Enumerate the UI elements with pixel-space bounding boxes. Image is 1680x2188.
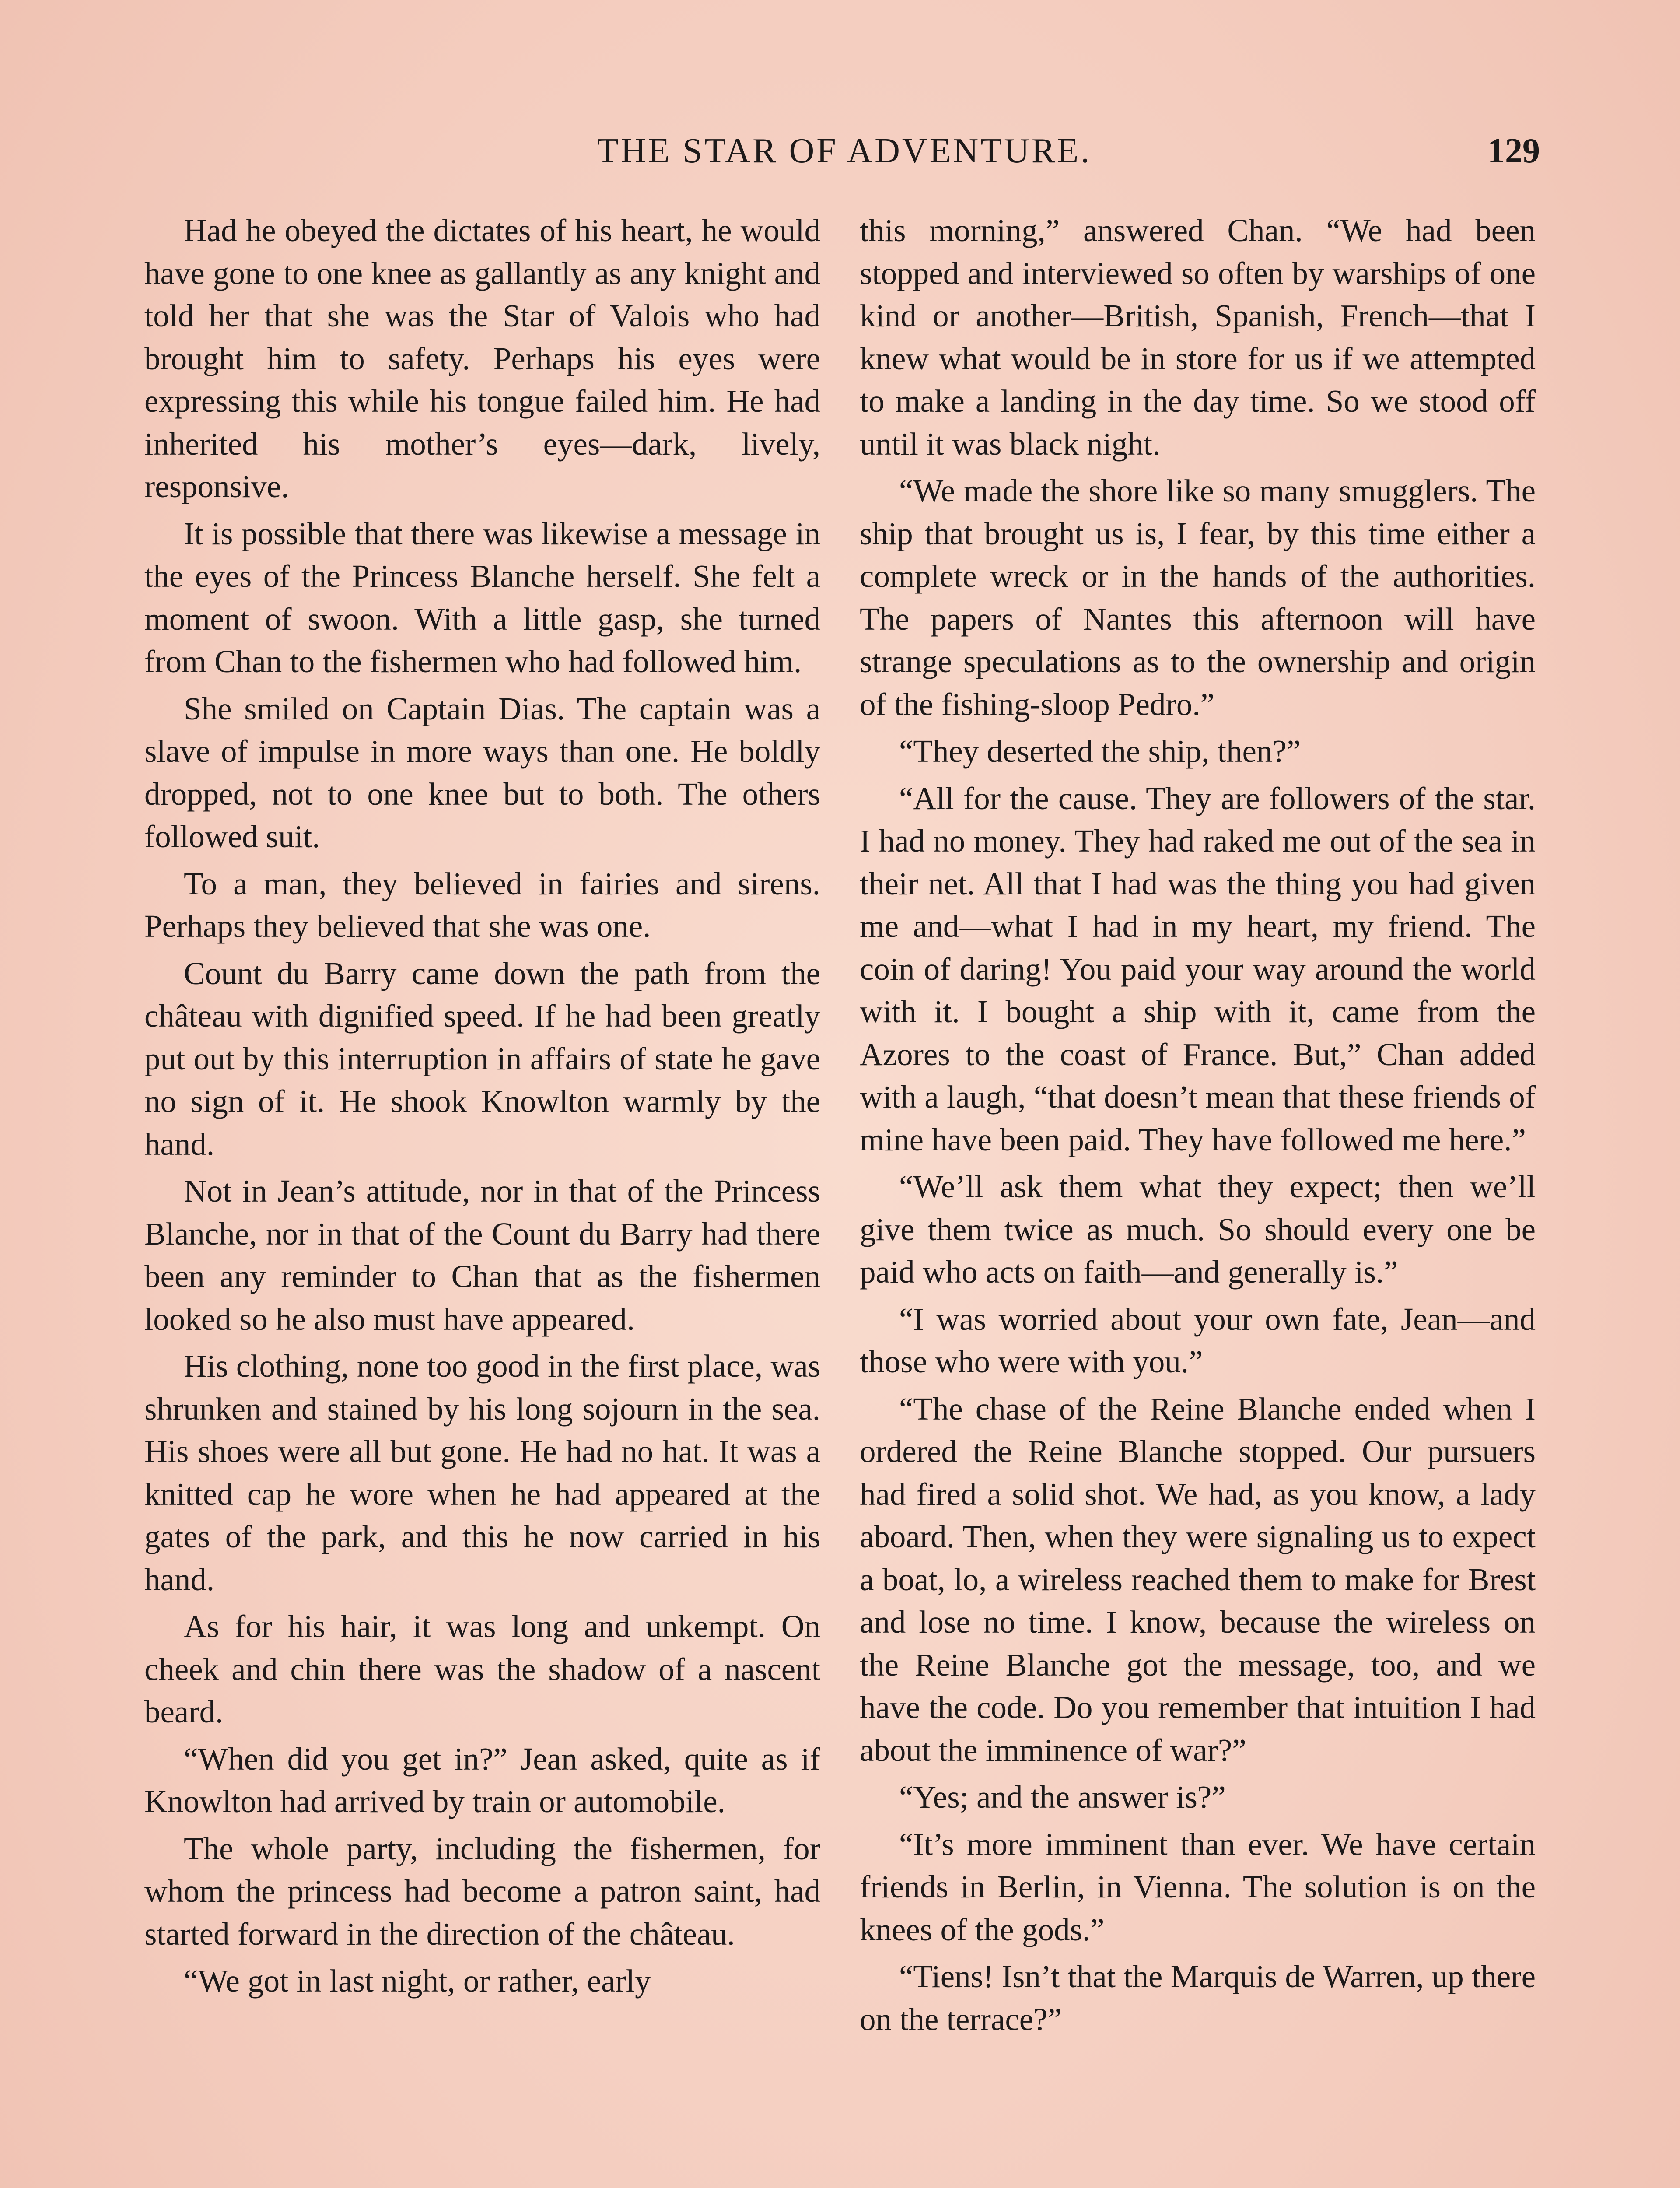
paragraph: “We got in last night, or rather, early bbox=[184, 1963, 651, 1999]
page-header bbox=[144, 131, 1544, 184]
paragraph: “Tiens! Isn’t that the Marquis de Warren, up there on the terrace?” bbox=[860, 1959, 1536, 2037]
paragraph: As for his hair, it was long and unkempt. On cheek and chin there was the shadow of a nascent beard. bbox=[144, 1609, 820, 1729]
paragraph: The whole party, including the fishermen, for whom the princess had become a patron saint, had started forward in the direction of the château. bbox=[144, 1830, 820, 1952]
paragraph: She smiled on Captain Dias. The captain was a slave of impulse in more ways than one. He boldly dropped, not to one knee but to both. The others followed suit. bbox=[144, 691, 820, 854]
paragraph: “They deserted the ship, then?” bbox=[899, 733, 1301, 769]
paragraph: “We made the shore like so many smugglers. The ship that brought us is, I fear, by this time either a complete wreck or in the hands of the authorities. The papers of Nantes this afternoon will have strange speculations as to the ownership and origin of the fishing-sloop Pedro.” bbox=[860, 473, 1536, 722]
paragraph: Count du Barry came down the path from the château with dignified speed. If he had been greatly put out by this interruption in affairs of state he gave no sign of it. He shook Knowlton warmly by the hand. bbox=[144, 955, 820, 1162]
paragraph: His clothing, none too good in the first place, was shrunken and stained by his long sojourn in the sea. His shoes were all but gone. He had no hat. It was a knitted cap he wore when he had appeared at the gates of the park, and this he now carried in his hand. bbox=[144, 1348, 820, 1597]
paragraph: “The chase of the Reine Blanche ended when I ordered the Reine Blanche stopped. Our pursuers had fired a solid shot. We had, as you know, a lady aboard. Then, when they were signaling us to expect a boat, lo, a wireless reached them to make for Brest and lose no time. I know, because the wireless on the Reine Blanche got the message, too, and we have the code. Do you remember that intuition I had about the imminence of war?” bbox=[860, 1391, 1536, 1768]
paragraph: “I was worried about your own fate, Jean—and those who were with you.” bbox=[860, 1301, 1536, 1379]
page-number: 129 bbox=[1488, 132, 1540, 170]
paragraph: Had he obeyed the dictates of his heart, he would have gone to one knee as gallantly as any knight and told her that she was the Star of Valois who had brought him to safety. Perhaps his eyes were expressing this while his tongue failed him. He had inherited his mother’s eyes—dark, lively, responsive. bbox=[144, 213, 820, 504]
paragraph: “We’ll ask them what they expect; then we’ll give them twice as much. So should every one be paid who acts on faith—and generally is.” bbox=[860, 1169, 1536, 1290]
paragraph: “All for the cause. They are followers of the star. I had no money. They had raked me out of the sea in their net. All that I had was the thing you had given me and—what I had in my heart, my friend. The coin of daring! You paid your way around the world with it. I bought a ship with it, came from the Azores to the coast of France. But,” Chan added with a laugh, “that doesn’t mean that these friends of mine have been paid. They have followed me here.” bbox=[860, 780, 1536, 1157]
paragraph: “When did you get in?” Jean asked, quite as if Knowlton had arrived by train or automobile. bbox=[144, 1741, 820, 1819]
left-text-column bbox=[144, 209, 820, 2002]
paragraph: To a man, they believed in fairies and sirens. Perhaps they believed that she was one. bbox=[144, 866, 820, 944]
paragraph: this morning,” answered Chan. “We had been stopped and interviewed so often by warships of one kind or another—British, Spanish, French—that I knew what would be in store for us if we attempted to make a landing in the day time. So we stood off until it was black night. bbox=[860, 213, 1536, 462]
right-text-column bbox=[860, 209, 1536, 2041]
paragraph: “It’s more imminent than ever. We have certain friends in Berlin, in Vienna. The solution is on the knees of the gods.” bbox=[860, 1826, 1536, 1947]
paragraph: “Yes; and the answer is?” bbox=[899, 1779, 1226, 1815]
running-title: THE STAR OF ADVENTURE. bbox=[597, 132, 1092, 170]
paragraph: Not in Jean’s attitude, nor in that of the Princess Blanche, nor in that of the Count du Barry had there been any reminder to Chan that as the fishermen looked so he also must have appeared. bbox=[144, 1173, 820, 1337]
paragraph: It is possible that there was likewise a message in the eyes of the Princess Blanche herself. She felt a moment of swoon. With a little gasp, she turned from Chan to the fishermen who had followed him. bbox=[144, 515, 820, 679]
